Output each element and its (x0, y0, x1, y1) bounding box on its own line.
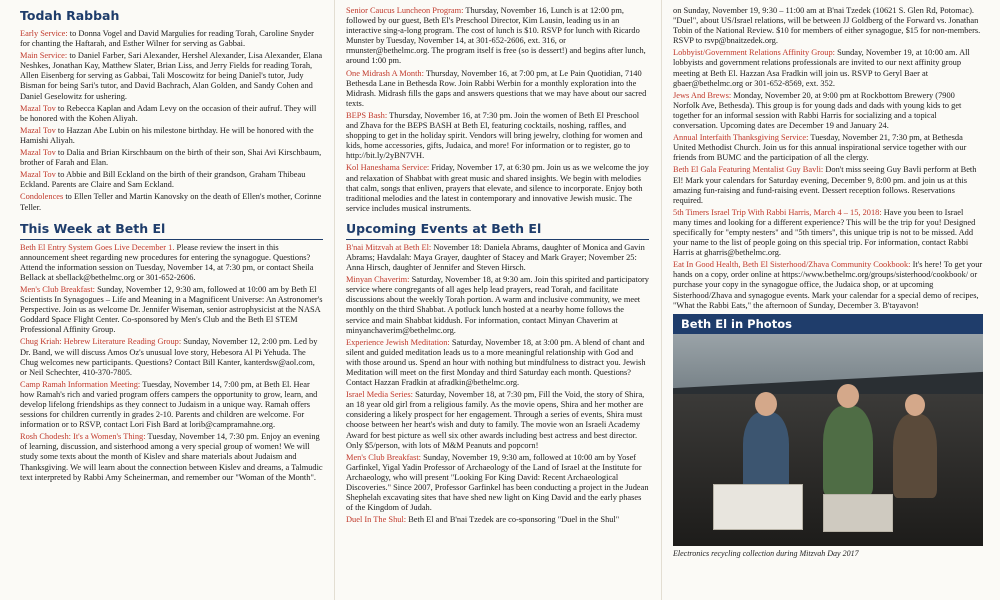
todah-rabbah-list (20, 29, 323, 213)
photo-electronics (823, 494, 893, 532)
photo-person-head (905, 394, 925, 416)
upcoming-events-heading: Upcoming Events at Beth El (346, 219, 649, 240)
event-item-text: It's here! To get your hands on a copy, order online at https://www.bethelmc.org/groups/sisterhood/cookbook/ or purchase your copy in the synagogue office, the Judaica shop, or at upcoming Sisterhood/Zhava and synagogue events. Mark your calendar for a special demo of recipes, "What the Rabbi Eats," the afternoon of Sunday, December 3. B'tayavon! (673, 260, 983, 310)
column-divider (661, 0, 662, 600)
todah-rabbah-heading: Todah Rabbah (20, 8, 120, 23)
upcoming-item-title: Duel In The Shul: (346, 515, 407, 525)
todah-item-title: Main Service: (20, 51, 68, 61)
upcoming-item-text: Saturday, November 18, at 9:30 am. Join this spirited and participatory service where congregants of all ages help lead prayers, read Torah, and facilitate discussions about the weekly Torah portion. A warm and inclusive community, we meet monthly on the third Shabbat. A potluck lunch hosted at a nearby home follows the service and main Shabbat kiddush. For information, contact Minyan Chaverim at minyanchaverim@bethelmc.org. (346, 275, 649, 335)
event-item (346, 111, 649, 161)
photo-person (823, 406, 873, 496)
event-item (673, 48, 983, 88)
event-item-title: Annual Interfaith Thanksgiving Service: (673, 133, 809, 143)
todah-item-text: to Rebecca Kaplan and Adam Levy on the occasion of their aufruf. They will be honored with the Kohen Aliyah. (20, 103, 317, 123)
upcoming-item-title: Minyan Chaverim: (346, 275, 410, 285)
todah-item-title: Condolences (20, 192, 64, 202)
event-item-title: Eat In Good Health, Beth El Sisterhood/Zhava Community Cookbook: (673, 260, 911, 270)
photo-person-head (755, 392, 777, 416)
todah-item-title: Mazal Tov (20, 148, 56, 158)
event-item (673, 133, 983, 163)
upcoming-item (346, 390, 649, 451)
todah-item (20, 51, 323, 101)
event-item-title: Kol Haneshama Service: (346, 163, 430, 173)
event-item-text: Don't miss seeing Guy Bavli perform at Beth El! Mark your calendars for Saturday evening, December 9, 8:00 pm. and join us at this amazing fun-raising and fund-raising event. Dessert reception follows. Reservations required. (673, 165, 977, 205)
todah-item (20, 192, 323, 212)
upcoming-item-title: Men's Club Breakfast: (346, 452, 422, 462)
this-week-item-title: Men's Club Breakfast: (20, 284, 96, 294)
this-week-item-title: Rosh Chodesh: It's a Women's Thing: (20, 432, 146, 442)
this-week-item-text: Tuesday, November 14, 7:00 pm, at Beth El. Hear how Ramah's rich and varied program offers campers the opportunity to grow, learn, and develop lifelong friendships as they connect to Judaism in a unique way. Ramah offers sessions for children currently in grades 2-10. Parents and children are welcome. For information or to RSVP, contact Lori Fish Bard at lorib@campramahne.org. (20, 379, 318, 430)
photo-caption: Electronics recycling collection during Mitzvah Day 2017 (673, 548, 859, 558)
event-item-text: Tuesday, November 21, 7:30 pm, at Bethesda United Methodist Church. Join us for this annual inspirational service together with our friends from BUMC and the participation of all the clergy. (673, 133, 967, 163)
this-week-item-text: Tuesday, November 14, 7:30 pm. Enjoy an evening of learning, discussion, and sisterhood among a very special group of women! We will study some texts about the month of Kislev and share materials about Judaism and Thanksgiving. We will learn about the connection between Kislev and dreams, a Talmudic text interpreted by Rabbi Amy Scheinerman, and remember our "Woman of the Month". (20, 432, 323, 482)
todah-item-text: to Hazzan Abe Lubin on his milestone birthday. He will be honored with the Hamishi Aliyah. (20, 125, 314, 145)
event-item-text: Thursday, November 16, at 7:30 pm. Join the women of Beth El Preschool and Zhava for the BEPS BASH at Beth El, featuring cocktails, noshing, raffles, and shopping to get in the holiday spirit. Vendors will bring jewelry, clothing for women and kids, home accessories, gifts, Judaica, and more! For information or to register, go to http://bit.ly/2yBN7VH. (346, 110, 643, 161)
todah-item-text: to Donna Vogel and David Margulies for reading Torah, Caroline Snyder for chanting the Haftarah, and Esther Wilner for serving as Gabbai. (20, 29, 314, 49)
event-item-title: Lobbyist/Government Relations Affinity Group: (673, 48, 835, 58)
upcoming-item (346, 515, 649, 525)
event-item (346, 6, 649, 67)
this-week-item-title: Beth El Entry System Goes Live December 1. (20, 242, 175, 252)
column-divider (334, 0, 335, 600)
event-item (346, 69, 649, 109)
todah-item-title: Early Service: (20, 29, 68, 38)
todah-item (20, 29, 323, 49)
upcoming-item-text: Saturday, November 18, at 3:00 pm. A blend of chant and silent and guided meditation leads us to a more meaningful relationship with God and with those around us. Spend an hour with nothing but mindfulness to distract you. Jewish Meditation will meet on the first Monday and third Saturday each month. Questions? Contact Hazzan Fradkin at afradkin@bethelmc.org. (346, 337, 646, 388)
photo-person (743, 412, 789, 492)
upcoming-item-text: Sunday, November 19, 9:30 am, followed at 10:00 am by Yosef Garfinkel, Yigal Yadin Professor of Archaeology of the Land of Israel at the Institute for Archaeology, who will present "Looking For King David: Recent Archaeological Discoveries." Since 2007, Professor Garfinkel has been conducting a project in the Judean Shephelah excavating sites that have shed new light on King David and the early phases of the Kingdom of Judah. (346, 452, 649, 513)
this-week-item (20, 380, 323, 430)
event-item-title: Senior Caucus Luncheon Program: (346, 6, 464, 15)
this-week-item (20, 432, 323, 482)
todah-item-text: to Dalia and Brian Kirschbaum on the birth of their son, Shai Avi Kirschbaum, brother of Farah and Elan. (20, 148, 322, 168)
todah-item (20, 126, 323, 146)
upcoming-item-text: Beth El and B'nai Tzedek are co-sponsoring "Duel in the Shul" (406, 515, 620, 525)
column-2-list (346, 6, 649, 214)
this-week-item (20, 243, 323, 283)
column-2 (346, 6, 649, 596)
todah-item-text: to Abbie and Bill Eckland on the birth of their grandson, Graham Thibeau Eckland. Parents are Claire and Sam Eckland. (20, 170, 306, 190)
todah-item (20, 104, 323, 124)
this-week-list (20, 243, 323, 483)
this-week-item-text: Sunday, November 12, 9:30 am, followed at 10:00 am by Beth El Scientists In Synagogues – Life and Meaning in a Magnificent Universe: An Astronomer's Perspective. Join us as welcome Dr. Jennifer Wiseman, senior astrophysicist at the NASA Goddard Space Flight Center. Co-sponsored by Men's Club and the Beth El STEM Professional Affinity Group. (20, 284, 323, 335)
event-item (673, 6, 983, 46)
event-item (673, 260, 983, 310)
event-item (673, 208, 983, 258)
todah-item-title: Mazal Tov (20, 170, 56, 180)
event-item (673, 91, 983, 131)
event-item (346, 163, 649, 213)
this-week-item-text: Sunday, November 12, 2:00 pm. Led by Dr. Band, we will discuss Amos Oz's unusual love story, Hebesora Al Pi Yehuda. The Chug welcomes new participants. Questions? Contact Bill Kanter, kanterdsw@aol.com, or Neil Schechter, 410-370-7805. (20, 337, 318, 377)
recycling-photo (673, 334, 983, 546)
event-item-text: Monday, November 20, at 9:00 pm at Rockbottom Brewery (7900 Norfolk Ave, Bethesda). This group is for young dads and dads with young kids to get together for an informal session with Rabbi Harris for socializing and a topical conversation. Upcoming dates are December 19 and January 24. (673, 90, 962, 131)
todah-item (20, 170, 323, 190)
upcoming-item-title: Israel Media Series: (346, 390, 413, 400)
this-week-item-title: Camp Ramah Information Meeting: (20, 379, 141, 389)
column-3-list (673, 6, 983, 311)
upcoming-item-title: Experience Jewish Meditation: (346, 337, 450, 347)
this-week-item (20, 337, 323, 377)
event-item-title: One Midrash A Month: (346, 68, 424, 78)
event-item-text: Thursday, November 16, Lunch is at 12:00 pm, followed by our guest, Beth El's Preschool Director, Kim Lausin, leading us in an interactive sing-a-long program. The cost of lunch is $10. RSVP for lunch with Ricardo Munster by Tuesday, November 14, at 301-652-2606, ext. 316, or rmunster@bethelmc.org. The program itself is free (so is dessert!) and begins after lunch, around 1:00 pm. (346, 6, 646, 66)
column-3 (673, 6, 983, 596)
event-item-text: on Sunday, November 19, 9:30 – 11:00 am at B'nai Tzedek (10621 S. Glen Rd, Potomac). "Duel", about US/Israel relations, will be between JJ Goldberg of the Forward vs. Jonathan Tobin of the National Review. $10 for members of either synagogue, $15 for non-members. RSVP to rsvp@bnaitzedek.org. (673, 6, 981, 46)
upcoming-events-list (346, 243, 649, 526)
event-item-title: Jews And Brews: (673, 90, 732, 100)
upcoming-item (346, 338, 649, 388)
todah-item-text: to Daniel Farber, Sari Alexander, Hershel Alexander, Lisa Alexander, Elana Neshkes, Jonathan Kay, Matthew Slater, Brian Liss, and Jerry Fields for reading Torah, Allen Eisenberg for serving as Gabbai, Tali Moscowitz for being Daniel's tutor, Judy Bisman for being Sari's tutor, and David Bachrach, Alan Golden, and Sandy Cohen and Daniel Geselowitz for ushering. (20, 51, 323, 101)
event-item-text: Sunday, November 19, at 10:00 am. All lobbyists and government relations professionals are invited to our next affinity group meeting at Beth El. Hazzan Asa Fradkin will join us. RSVP to Geryl Baer at gbaer@bethelmc.org or 301-652-8569, ext. 352. (673, 48, 970, 88)
todah-item (20, 148, 323, 168)
upcoming-item (346, 453, 649, 514)
this-week-item-text: Please review the insert in this announcement sheet regarding new procedures for entering the synagogue. Questions? Attend the information session on Tuesday, November 14, at 7:30 pm, or contact Sheila Bellack at sbellack@bethelmc.org or 301-652-2606. (20, 242, 314, 282)
event-item-text: Have you been to Israel many times and looking for a different experience? This will be the trip for you! Designed specifically for "empty nesters" and "5th timers", this unique trip is not to be missed. Add your name to the list of people going on this special trip. For information, contact Rabbi Harris at gharris@bethelmc.org. (673, 207, 976, 258)
this-week-item (20, 285, 323, 335)
todah-item-title: Mazal Tov (20, 103, 56, 113)
column-1 (20, 6, 323, 596)
photo-person-head (837, 384, 859, 408)
upcoming-item (346, 275, 649, 336)
event-item-title: 5th Timers Israel Trip With Rabbi Harris, March 4 – 15, 2018: (673, 207, 882, 217)
this-week-heading: This Week at Beth El (20, 219, 323, 240)
todah-item-title: Mazal Tov (20, 125, 56, 135)
photo-person (893, 414, 937, 498)
event-item-title: Beth El Gala Featuring Mentalist Guy Bavli: (673, 165, 824, 175)
event-item-text: Friday, November 17, at 6:30 pm. Join us as we welcome the joy and relaxation of Shabbat with great music and shared insights. We begin with melodies that calm, songs that enliven, prayers that elevate, and silence to incorporate. Enjoy both traditional melodies and the latest in contemporary and innovative Jewish music. The service includes musical instruments. (346, 163, 649, 213)
event-item-text: Thursday, November 16, at 7:00 pm, at Le Pain Quotidian, 7140 Bethesda Lane in Bethesda Row. Join Rabbi Werbin for a monthly exploration into the Midrash. Midrash fills the gaps and answers questions that we may have about our sacred texts. (346, 68, 647, 108)
event-item (673, 165, 983, 205)
this-week-item-title: Chug Kriah: Hebrew Literature Reading Group: (20, 337, 182, 347)
upcoming-item-text: November 18: Daniela Abrams, daughter of Monica and Gavin Abrams; Havdalah: Maya Grayer, daughter of Stacey and Mark Grayer; November 25: Anna Hirsch, daughter of Jennifer and Steven Hirsch. (346, 242, 645, 273)
upcoming-item-title: B'nai Mitzvah at Beth El: (346, 242, 432, 252)
todah-item-text: to Ellen Teller and Martin Kanovsky on the death of Ellen's mother, Corinne Teller. (20, 192, 322, 212)
event-item-title: BEPS Bash: (346, 110, 388, 120)
photo-electronics (713, 484, 803, 530)
upcoming-item-text: Saturday, November 18, at 7:30 pm, Fill the Void, the story of Shira, an 18 year old girl from a religious family. As the movie opens, Shira and her mother are considering a likely prospect for her engagement. Through a series of events, Shira must choose between her heart's wish and duty to family. The movie won an Israeli Academy Award for best picture as well six other awards including best actress and best director. Only $5/person, with lots of M&M Peanuts and popcorn! (346, 390, 645, 450)
upcoming-item (346, 243, 649, 273)
photos-heading: Beth El in Photos (673, 314, 983, 334)
